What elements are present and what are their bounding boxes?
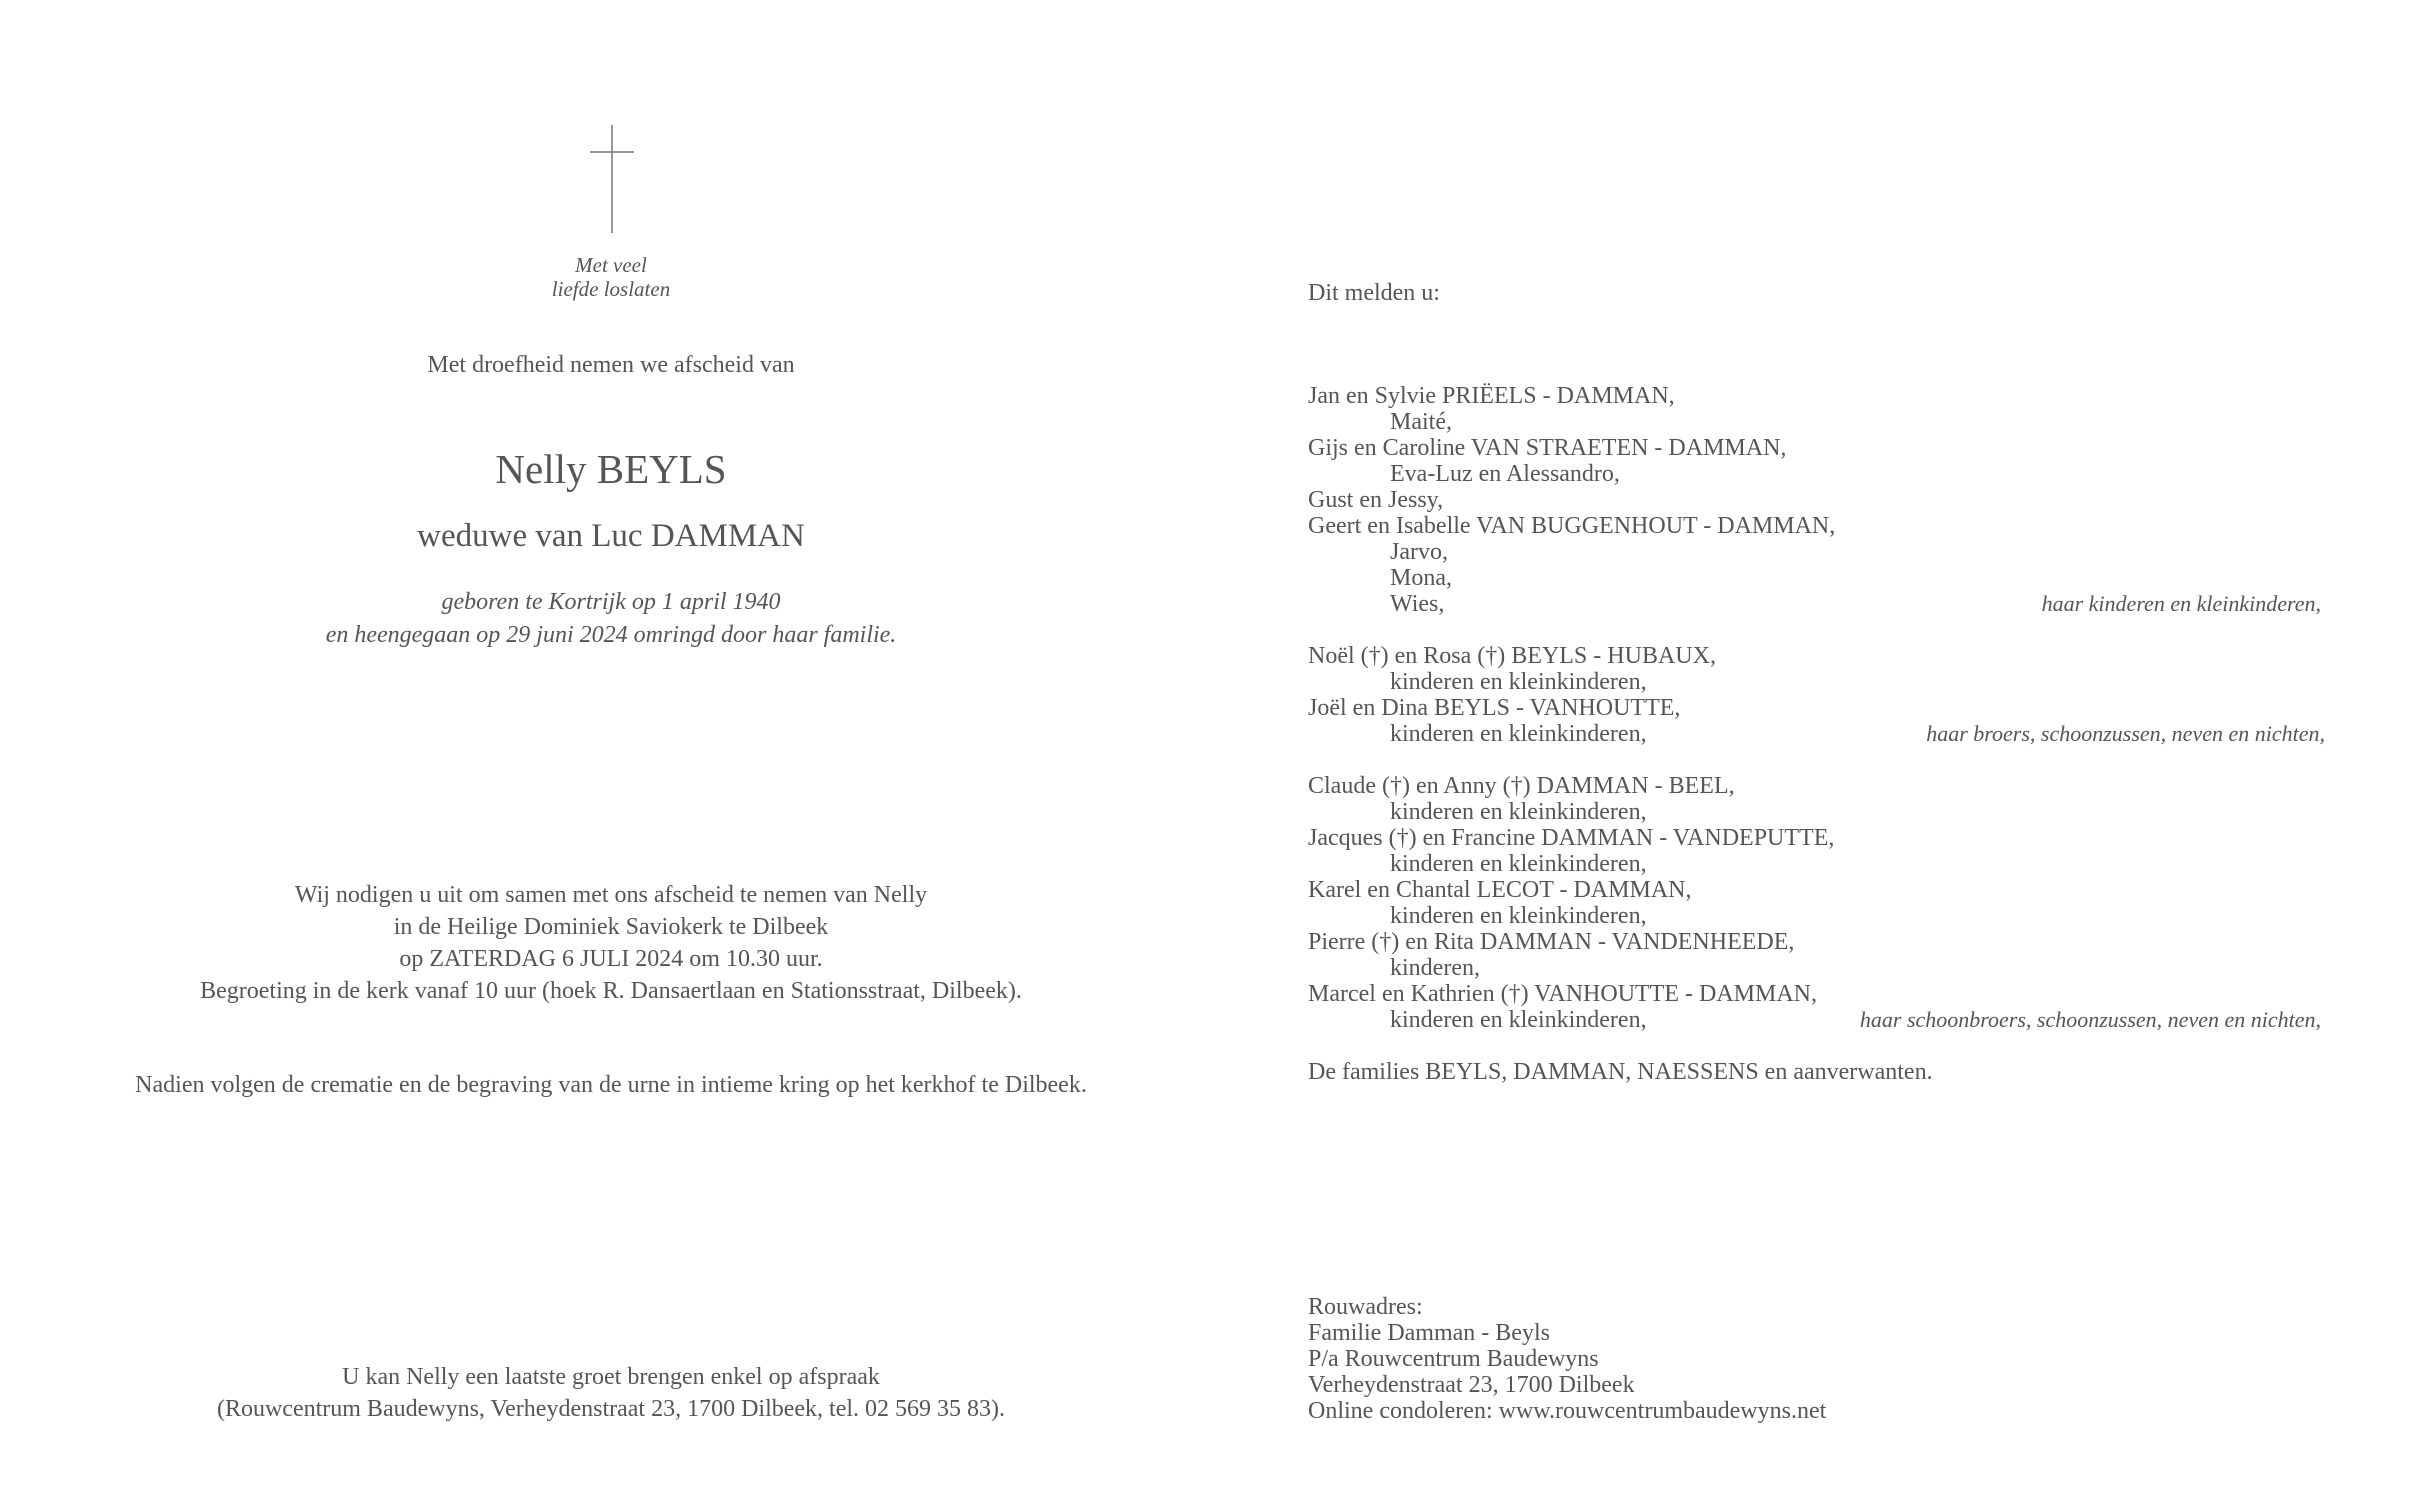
address-line: Verheydenstraat 23, 1700 Dilbeek [1308, 1372, 1635, 1398]
death-text: en heengegaan op 29 juni 2024 omringd door haar familie. [325, 622, 897, 648]
address-line: Rouwadres: [1308, 1294, 1423, 1320]
family-line: Jan en Sylvie PRIËELS - DAMMAN, [1308, 383, 1675, 409]
family-subline: kinderen en kleinkinderen, [1390, 903, 1647, 929]
intro-text: Met droefheid nemen we afscheid van [427, 352, 795, 378]
invitation-block [200, 879, 1022, 1007]
family-subline: kinderen en kleinkinderen, [1390, 721, 1647, 747]
family-subline: kinderen en kleinkinderen, [1390, 1007, 1647, 1033]
family-subline: kinderen en kleinkinderen, [1390, 799, 1647, 825]
family-line: Joël en Dina BEYLS - VANHOUTTE, [1308, 695, 1681, 721]
family-line: Pierre (†) en Rita DAMMAN - VANDENHEEDE, [1308, 929, 1795, 955]
quote-line: liefde loslaten [551, 277, 671, 301]
deceased-name: Nelly BEYLS [495, 446, 727, 492]
relation-label: haar broers, schoonzussen, neven en nichten, [1926, 721, 2325, 746]
family-subline: kinderen en kleinkinderen, [1390, 669, 1647, 695]
families-line: De families BEYLS, DAMMAN, NAESSENS en aanverwanten. [1308, 1059, 1933, 1085]
family-subline: Jarvo, [1390, 539, 1448, 565]
invitation-line: Wij nodigen u uit om samen met ons afscheid te nemen van Nelly [294, 882, 928, 908]
family-line: Claude (†) en Anny (†) DAMMAN - BEEL, [1308, 773, 1735, 799]
family-line: Geert en Isabelle VAN BUGGENHOUT - DAMMAN, [1308, 513, 1836, 539]
family-line: Karel en Chantal LECOT - DAMMAN, [1308, 877, 1692, 903]
family-line: Marcel en Kathrien (†) VANHOUTTE - DAMMAN, [1308, 981, 1818, 1007]
family-line: Jacques (†) en Francine DAMMAN - VANDEPUTTE, [1308, 825, 1835, 851]
family-subline: Eva-Luz en Alessandro, [1390, 461, 1620, 487]
family-subline: kinderen en kleinkinderen, [1390, 851, 1647, 877]
visit-line: U kan Nelly een laatste groet brengen enkel op afspraak [342, 1364, 880, 1390]
family-line: Noël (†) en Rosa (†) BEYLS - HUBAUX, [1308, 643, 1716, 669]
address-line: Online condoleren: www.rouwcentrumbaudewyns.net [1308, 1398, 1827, 1424]
invitation-line: in de Heilige Dominiek Saviokerk te Dilbeek [393, 914, 829, 940]
visit-block [217, 1361, 1005, 1425]
cremation-text: Nadien volgen de crematie en de begraving van de urne in intieme kring op het kerkhof te Dilbeek. [135, 1072, 1087, 1098]
quote [552, 253, 670, 301]
relation-label: haar kinderen en kleinkinderen, [2041, 591, 2321, 616]
address-line: Familie Damman - Beyls [1308, 1320, 1550, 1346]
invitation-line: Begroeting in de kerk vanaf 10 uur (hoek R. Dansaertlaan en Stationsstraat, Dilbeek). [200, 978, 1022, 1004]
widow-text: weduwe van Luc DAMMAN [417, 518, 805, 554]
announcement-header: Dit melden u: [1308, 280, 1440, 306]
visit-line: (Rouwcentrum Baudewyns, Verheydenstraat 23, 1700 Dilbeek, tel. 02 569 35 83). [216, 1396, 1006, 1422]
family-subline: Maité, [1390, 409, 1452, 435]
family-subline: kinderen, [1390, 955, 1480, 981]
invitation-line: op ZATERDAG 6 JULI 2024 om 10.30 uur. [399, 946, 823, 972]
address-block [1308, 1294, 1826, 1424]
quote-line: Met veel [575, 253, 647, 277]
family-subline: Wies, [1390, 591, 1445, 617]
family-subline: Mona, [1390, 565, 1452, 591]
birth-text: geboren te Kortrijk op 1 april 1940 [441, 589, 781, 615]
cross-icon [590, 125, 634, 233]
family-line: Gust en Jessy, [1308, 487, 1444, 513]
family-line: Gijs en Caroline VAN STRAETEN - DAMMAN, [1308, 435, 1787, 461]
relation-label: haar schoonbroers, schoonzussen, neven en nichten, [1859, 1007, 2321, 1032]
address-line: P/a Rouwcentrum Baudewyns [1308, 1346, 1599, 1372]
